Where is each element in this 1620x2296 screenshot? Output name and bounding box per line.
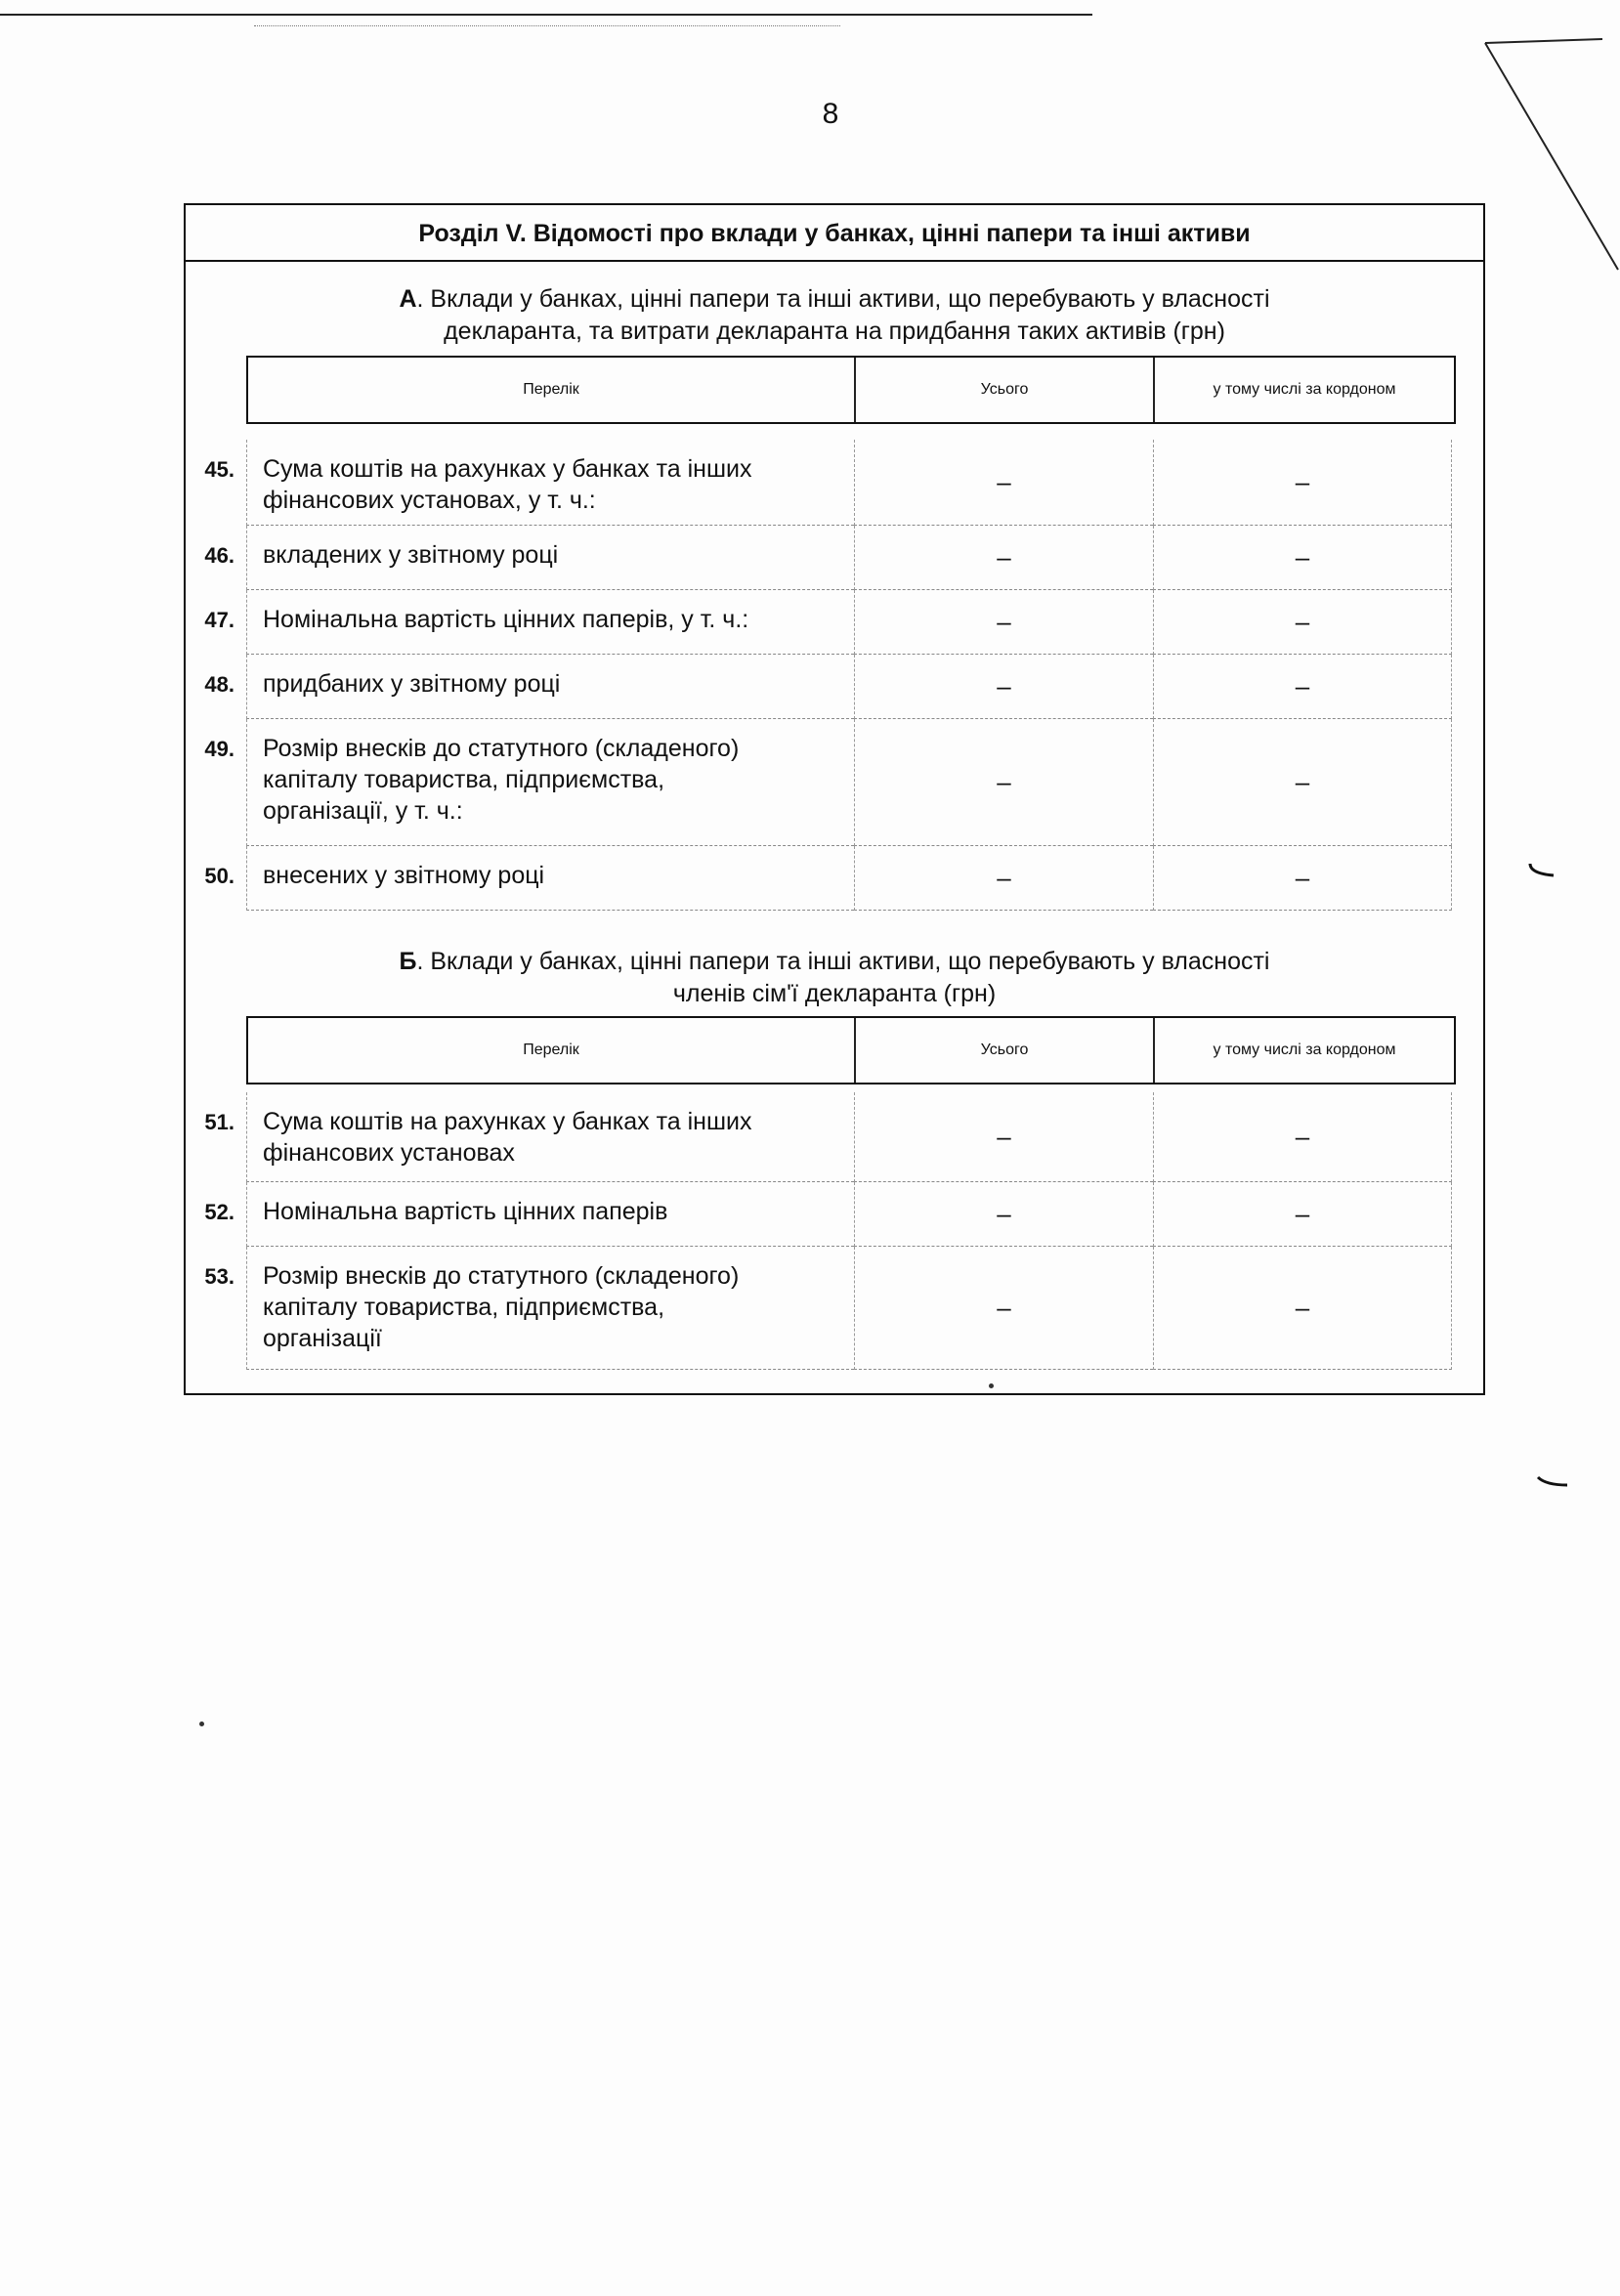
row-number: 50. <box>204 864 234 888</box>
row-description-line: придбаних у звітному році <box>263 670 561 698</box>
row-number: 47. <box>204 608 234 632</box>
part-a-heading <box>186 283 1483 348</box>
row-abroad-value: – <box>1153 846 1452 911</box>
table-row <box>186 440 1483 526</box>
row-description <box>246 526 854 590</box>
row-abroad-value: – <box>1153 1182 1452 1247</box>
scan-corner-fold-mark <box>1466 20 1620 274</box>
row-description-line: фінансових установах <box>263 1139 515 1167</box>
table-row <box>186 719 1483 846</box>
row-total-value: – <box>854 526 1153 590</box>
table-row <box>186 655 1483 719</box>
row-description <box>246 655 854 719</box>
row-description-line: Сума коштів на рахунках у банках та інших <box>263 455 752 483</box>
part-a-column-header <box>246 356 1456 424</box>
scan-dot <box>199 1722 204 1726</box>
row-abroad-value: – <box>1153 526 1452 590</box>
row-number: 49. <box>204 737 234 761</box>
row-description-line: капіталу товариства, підприємства, <box>263 1294 665 1321</box>
part-b-letter: Б <box>399 948 417 975</box>
row-number: 45. <box>204 457 234 482</box>
row-total-value: – <box>854 1247 1153 1370</box>
column-header-list: Перелік <box>248 358 856 422</box>
part-b-column-header <box>246 1016 1456 1084</box>
scan-mark <box>1534 1473 1573 1493</box>
table-row <box>186 526 1483 590</box>
row-description <box>246 1092 854 1182</box>
row-abroad-value: – <box>1153 440 1452 526</box>
row-total-value: – <box>854 1092 1153 1182</box>
page-number: 8 <box>822 98 839 130</box>
row-description-line: Номінальна вартість цінних паперів, у т. ч.: <box>263 606 749 633</box>
scan-top-dotted-line <box>254 25 840 27</box>
table-row <box>186 1092 1483 1182</box>
row-total-value: – <box>854 590 1153 655</box>
row-description <box>246 1247 854 1370</box>
part-a-heading-line1: . Вклади у банках, цінні папери та інші активи, що перебувають у власності <box>416 285 1270 313</box>
row-description <box>246 719 854 846</box>
section-title: Розділ V. Відомості про вклади у банках, цінні папери та інші активи <box>186 205 1483 262</box>
row-number: 51. <box>204 1110 234 1134</box>
row-number: 53. <box>204 1264 234 1289</box>
row-description-line: фінансових установах, у т. ч.: <box>263 487 596 514</box>
row-description <box>246 1182 854 1247</box>
table-row <box>186 1247 1483 1370</box>
row-description-line: Номінальна вартість цінних паперів <box>263 1198 668 1225</box>
row-description <box>246 440 854 526</box>
column-header-total: Усього <box>856 358 1155 422</box>
part-a-heading-line2: декларанта, та витрати декларанта на придбання таких активів (грн) <box>444 318 1225 345</box>
row-abroad-value: – <box>1153 1247 1452 1370</box>
part-a-letter: А <box>399 285 417 313</box>
section-v-box <box>184 203 1485 1395</box>
row-description-line: вкладених у звітному році <box>263 541 559 569</box>
part-a-rows <box>186 440 1483 911</box>
scan-dot <box>989 1383 994 1388</box>
row-description <box>246 590 854 655</box>
row-description-line: внесених у звітному році <box>263 862 545 889</box>
row-number: 52. <box>204 1200 234 1224</box>
row-abroad-value: – <box>1153 655 1452 719</box>
table-row <box>186 1182 1483 1247</box>
row-description-line: організації <box>263 1325 382 1352</box>
row-description-line: Розмір внесків до статутного (складеного) <box>263 735 740 762</box>
scan-top-line <box>0 14 1092 16</box>
column-header-abroad: у тому числі за кордоном <box>1213 1042 1396 1058</box>
part-b-rows <box>186 1092 1483 1370</box>
row-description-line: організації, у т. ч.: <box>263 797 463 825</box>
row-total-value: – <box>854 440 1153 526</box>
column-header-total: Усього <box>856 1018 1155 1083</box>
row-number: 48. <box>204 672 234 697</box>
table-row <box>186 590 1483 655</box>
column-header-list: Перелік <box>248 1018 856 1083</box>
part-b-heading <box>186 946 1483 1010</box>
row-total-value: – <box>854 655 1153 719</box>
row-total-value: – <box>854 719 1153 846</box>
column-header-abroad: у тому числі за кордоном <box>1213 381 1396 398</box>
row-description-line: Розмір внесків до статутного (складеного) <box>263 1262 740 1290</box>
row-description-line: Сума коштів на рахунках у банках та інших <box>263 1108 752 1135</box>
row-description <box>246 846 854 911</box>
row-abroad-value: – <box>1153 719 1452 846</box>
row-description-line: капіталу товариства, підприємства, <box>263 766 665 793</box>
part-b-heading-line2: членів сім'ї декларанта (грн) <box>672 980 997 1007</box>
row-abroad-value: – <box>1153 590 1452 655</box>
table-row <box>186 846 1483 911</box>
row-number: 46. <box>204 543 234 568</box>
row-total-value: – <box>854 846 1153 911</box>
part-b-heading-line1: . Вклади у банках, цінні папери та інші активи, що перебувають у власності <box>416 948 1270 975</box>
scan-mark <box>1524 860 1563 883</box>
row-total-value: – <box>854 1182 1153 1247</box>
row-abroad-value: – <box>1153 1092 1452 1182</box>
